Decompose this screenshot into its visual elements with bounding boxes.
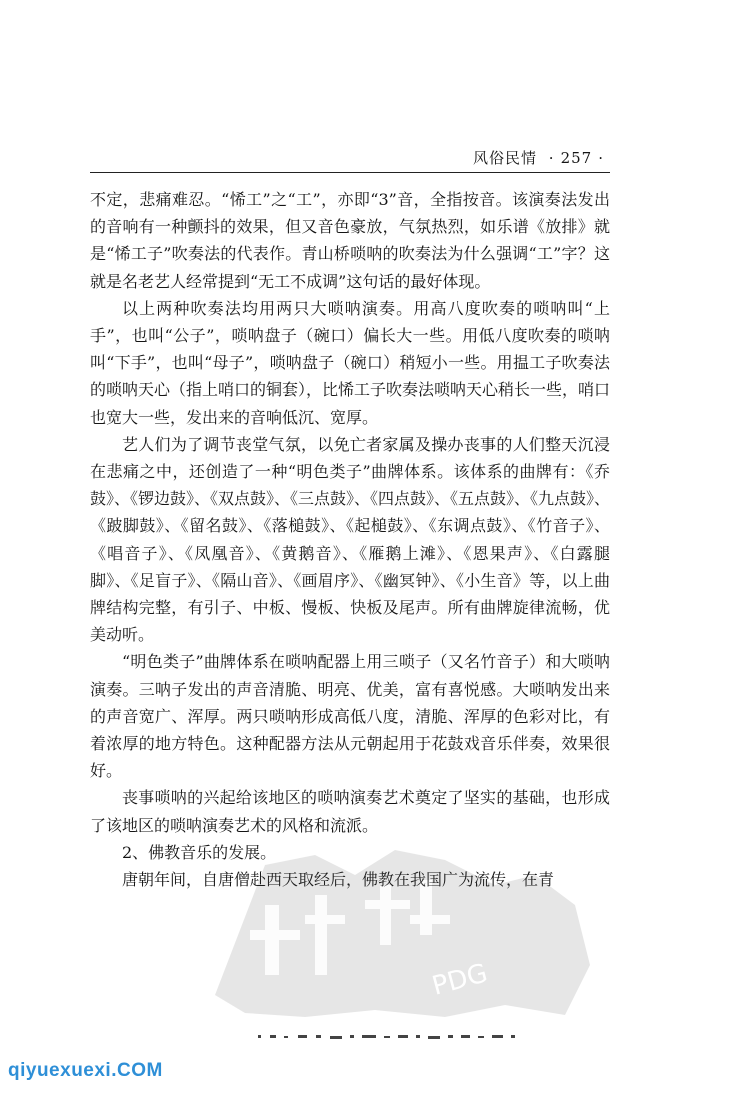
- seal-text: PDG: [429, 958, 491, 1002]
- paragraph-5: 丧事唢呐的兴起给该地区的唢呐演奏艺术奠定了坚实的基础，也形成了该地区的唢呐演奏艺术的风格和流派。: [90, 788, 610, 835]
- paragraph-2: 以上两种吹奏法均用两只大唢呐演奏。用高八度吹奏的唢呐叫“上手”，也叫“公子”，唢呐盘子（碗口）偏长大一些。用低八度吹奏的唢呐叫“下手”，也叫“母子”，唢呐盘子（碗口）稍短小一些。用揾工子吹奏法的唢呐天心（指上哨口的铜套），比悕工子吹奏法唢呐天心稍长一些，哨口也宽大一些，发出来的音响低沉、宽厚。: [90, 298, 611, 427]
- header-bullet-right: ·: [598, 149, 604, 167]
- header-text: [473, 147, 610, 168]
- paragraph-1: 不定，悲痛难忍。“悕工”之“工”，亦即“3”音，全指按音。该演奏法发出的音响有一种颤抖的效果，但又音色豪放，气氛热烈，如乐谱《放排》就是“悕工子”吹奏法的代表作。青山桥唢呐的吹奏法为什么强调“工”字？这就是名老艺人经常提到“无工不成调”这句话的最好体现。: [90, 190, 610, 291]
- paragraph-4: “明色类子”曲牌体系在唢呐配器上用三唢子（又名竹音子）和大唢呐演奏。三呐子发出的声音清脆、明亮、优美，富有喜悦感。大唢呐发出来的声音宽广、浑厚。两只唢呐形成高低八度，清脆、浑厚的色彩对比，有着浓厚的地方特色。这种配器方法从元朝起用于花鼓戏音乐伴奏，效果很好。: [90, 652, 610, 781]
- running-header: [90, 147, 610, 175]
- header-bullet-left: ·: [548, 149, 555, 167]
- site-watermark: qiyuexuexi.COM: [8, 1060, 163, 1081]
- body-text: [90, 186, 610, 893]
- page-number: 257: [560, 149, 593, 167]
- paragraph-3: 艺人们为了调节丧堂气氛，以免亡者家属及操办丧事的人们整天沉浸在悲痛之中，还创造了一种“明色类子”曲牌体系。该体系的曲牌有：《乔鼓》、《锣边鼓》、《双点鼓》、《三点鼓》、《四点鼓》、《五点鼓》、《九点鼓》、《跛脚鼓》、《留名鼓》、《落槌鼓》、《起槌鼓》、《东调点鼓》、《竹音子》、《唱音子》、《凤凰音》、《黄鹅音》、《雁鹅上滩》、《恩果声》、《白露腿脚》、《足盲子》、《隔山音》、《画眉序》、《幽冥钟》、《小生音》等，以上曲牌结构完整，有引子、中板、慢板、快板及尾声。所有曲牌旋律流畅，优美动听。: [90, 434, 611, 645]
- header-rule: [90, 172, 610, 173]
- scan-noise-mark: [258, 1033, 528, 1041]
- paragraph-6: 2、佛教音乐的发展。: [122, 842, 277, 862]
- header-title: 风俗民情: [473, 149, 538, 167]
- paragraph-7: 唐朝年间，自唐僧赴西天取经后，佛教在我国广为流传，在青: [122, 870, 555, 890]
